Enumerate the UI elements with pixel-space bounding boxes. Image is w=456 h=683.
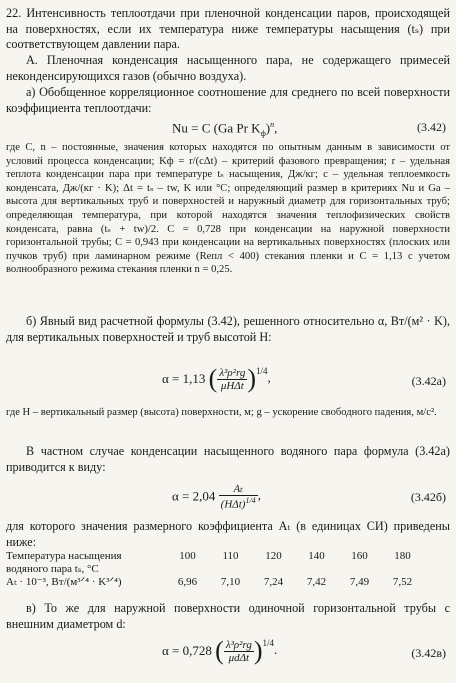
- paragraph-22: 22. Интенсивность теплоотдачи при пленочной конденсации паров, происходящей на поверхностях, если их температура ниже температуры насыщения (tₛ) при соответствующем давлении пара.: [6, 6, 450, 52]
- table-row-coefficient: [6, 576, 424, 589]
- table-temp-cell: 180: [394, 550, 411, 562]
- table-label-temperature: Температура насыщения: [6, 550, 122, 562]
- formula-3-42v-exponent: 1/4: [262, 638, 275, 648]
- table-value-cell: 7,24: [263, 576, 284, 588]
- formula-3-42v-numerator: λ³ρ²rg: [225, 638, 252, 651]
- formula-3-42a: α = 1,13 ( $\frac{\text{λ³ρ²rg}}{\text{μHΔt}}$ )$^{1/4}$, (3.42а): [162, 364, 446, 393]
- formula-3-42v: α = 0,728 ( $\frac{\text{λ³ρ²rg}}{\text{μdΔt}}$ )$^{1/4}$. (3.42в): [162, 636, 446, 665]
- formula-3-42a-numerator: λ³ρ²rg: [219, 366, 246, 379]
- formula-3-42a-denominator: μHΔt: [220, 379, 244, 392]
- formula-3-42-close: ): [265, 120, 271, 136]
- table-temp-cell: 100: [179, 550, 196, 562]
- formula-3-42b-denominator-exp: 1/4: [245, 496, 256, 505]
- table-value-cell: 7,49: [349, 576, 370, 588]
- formula-3-42-end: ,: [274, 120, 278, 136]
- paragraph-coefficient: для которого значения размерного коэффициента Aₜ (в единицах СИ) приведены ниже:: [6, 519, 450, 549]
- table-value-cell: 7,10: [220, 576, 241, 588]
- formula-3-42a-end: ,: [267, 369, 271, 385]
- formula-3-42b-end: ,: [257, 487, 261, 503]
- formula-3-42b-denominator: (HΔt): [220, 498, 246, 511]
- formula-3-42: [0, 120, 456, 138]
- formula-3-42-exp: n: [270, 120, 275, 129]
- table-label-temperature-cont: водяного пара tₛ, °C: [6, 563, 99, 575]
- table-value-cell: 6,96: [177, 576, 198, 588]
- table-value-cell: 7,42: [306, 576, 327, 588]
- formula-3-42v-lhs: α = 0,728: [162, 643, 212, 658]
- table-temp-cell: 140: [308, 550, 325, 562]
- table-row-temperature-cont: [6, 563, 424, 576]
- formula-3-42-number: (3.42): [417, 120, 446, 134]
- formula-3-42a-lhs: α = 1,13: [162, 371, 206, 386]
- formula-3-42-expr: Nu = C (Ga Pr K: [172, 120, 261, 136]
- formula-3-42v-denominator: μdΔt: [228, 651, 250, 664]
- legend-3-42: где C, n – постоянные, значения которых находятся по опытным данным в зависимости от условий процесса конденсации; Kф = r/(cΔt) – критерий фазового превращения; r – удельная теплота конденсации пара при температуре tₛ насыщения, Дж/кг; c – удельная теплоемкость конденсата, Дж/(кг · K); Δt = tₛ – tw, K или °C; определяющий размер в критериях Nu и Ga – высота для вертикальных труб и поверхностей и наружный диаметр для горизонтальных труб; определяющая температура, при которой находятся значения теплофизических свойств конденсата, равна (tₛ + tw)/2. C = 0,728 при конденсации на наружной поверхности горизонтальной трубы; C = 0,943 при конденсации на вертикальных поверхностях (плоских или пучков труб) при ламинарном режиме (Reпл < 400) стекания пленки и C = 1,13 с учетом волнообразного режима стекания пленки n = 0,25.: [6, 142, 450, 276]
- legend-3-42a: где H – вертикальный размер (высота) поверхности, м; g – ускорение свободного падения, м/с².: [6, 407, 437, 418]
- table-temp-cell: 160: [351, 550, 368, 562]
- paragraph-water: В частном случае конденсации насыщенного водяного пара формула (3.42а) приводится к виду:: [6, 444, 450, 474]
- formula-3-42-sub: ф: [260, 128, 266, 138]
- table-temp-cell: 120: [265, 550, 282, 562]
- paragraph-v: в) То же для наружной поверхности одиночной горизонтальной трубы с внешним диаметром d:: [6, 601, 450, 631]
- formula-3-42b-lhs: α = 2,04: [172, 488, 216, 504]
- table-row-temperature: [6, 550, 424, 563]
- paragraph-b: б) Явный вид расчетной формулы (3.42), решенного относительно α, Вт/(м² · K), для вертикальных поверхностей и труб высотой H:: [6, 314, 450, 344]
- table-temp-cell: 110: [222, 550, 239, 562]
- formula-3-42a-number: (3.42а): [411, 374, 446, 388]
- formula-3-42b: [0, 478, 456, 518]
- table-label-coefficient: Aₜ · 10⁻³, Вт/(м³ᐟ⁴ · K³ᐟ⁴): [6, 576, 122, 588]
- formula-3-42a-exponent: 1/4: [256, 366, 268, 376]
- paragraph-a-title: А. Пленочная конденсация насыщенного пара, не содержащего примесей неконденсирующихся газов (обычно воздуха).: [6, 53, 450, 83]
- formula-3-42v-end: .: [274, 641, 278, 657]
- formula-3-42b-numerator: Aₜ: [219, 482, 258, 496]
- table-value-cell: 7,52: [392, 576, 413, 588]
- formula-3-42v-number: (3.42в): [411, 646, 446, 660]
- coefficient-table: [6, 550, 424, 589]
- formula-3-42b-number: (3.42б): [410, 490, 446, 504]
- paragraph-a-correlation: а) Обобщенное корреляционное соотношение для среднего по всей поверхности коэффициента теплоотдачи:: [6, 85, 450, 115]
